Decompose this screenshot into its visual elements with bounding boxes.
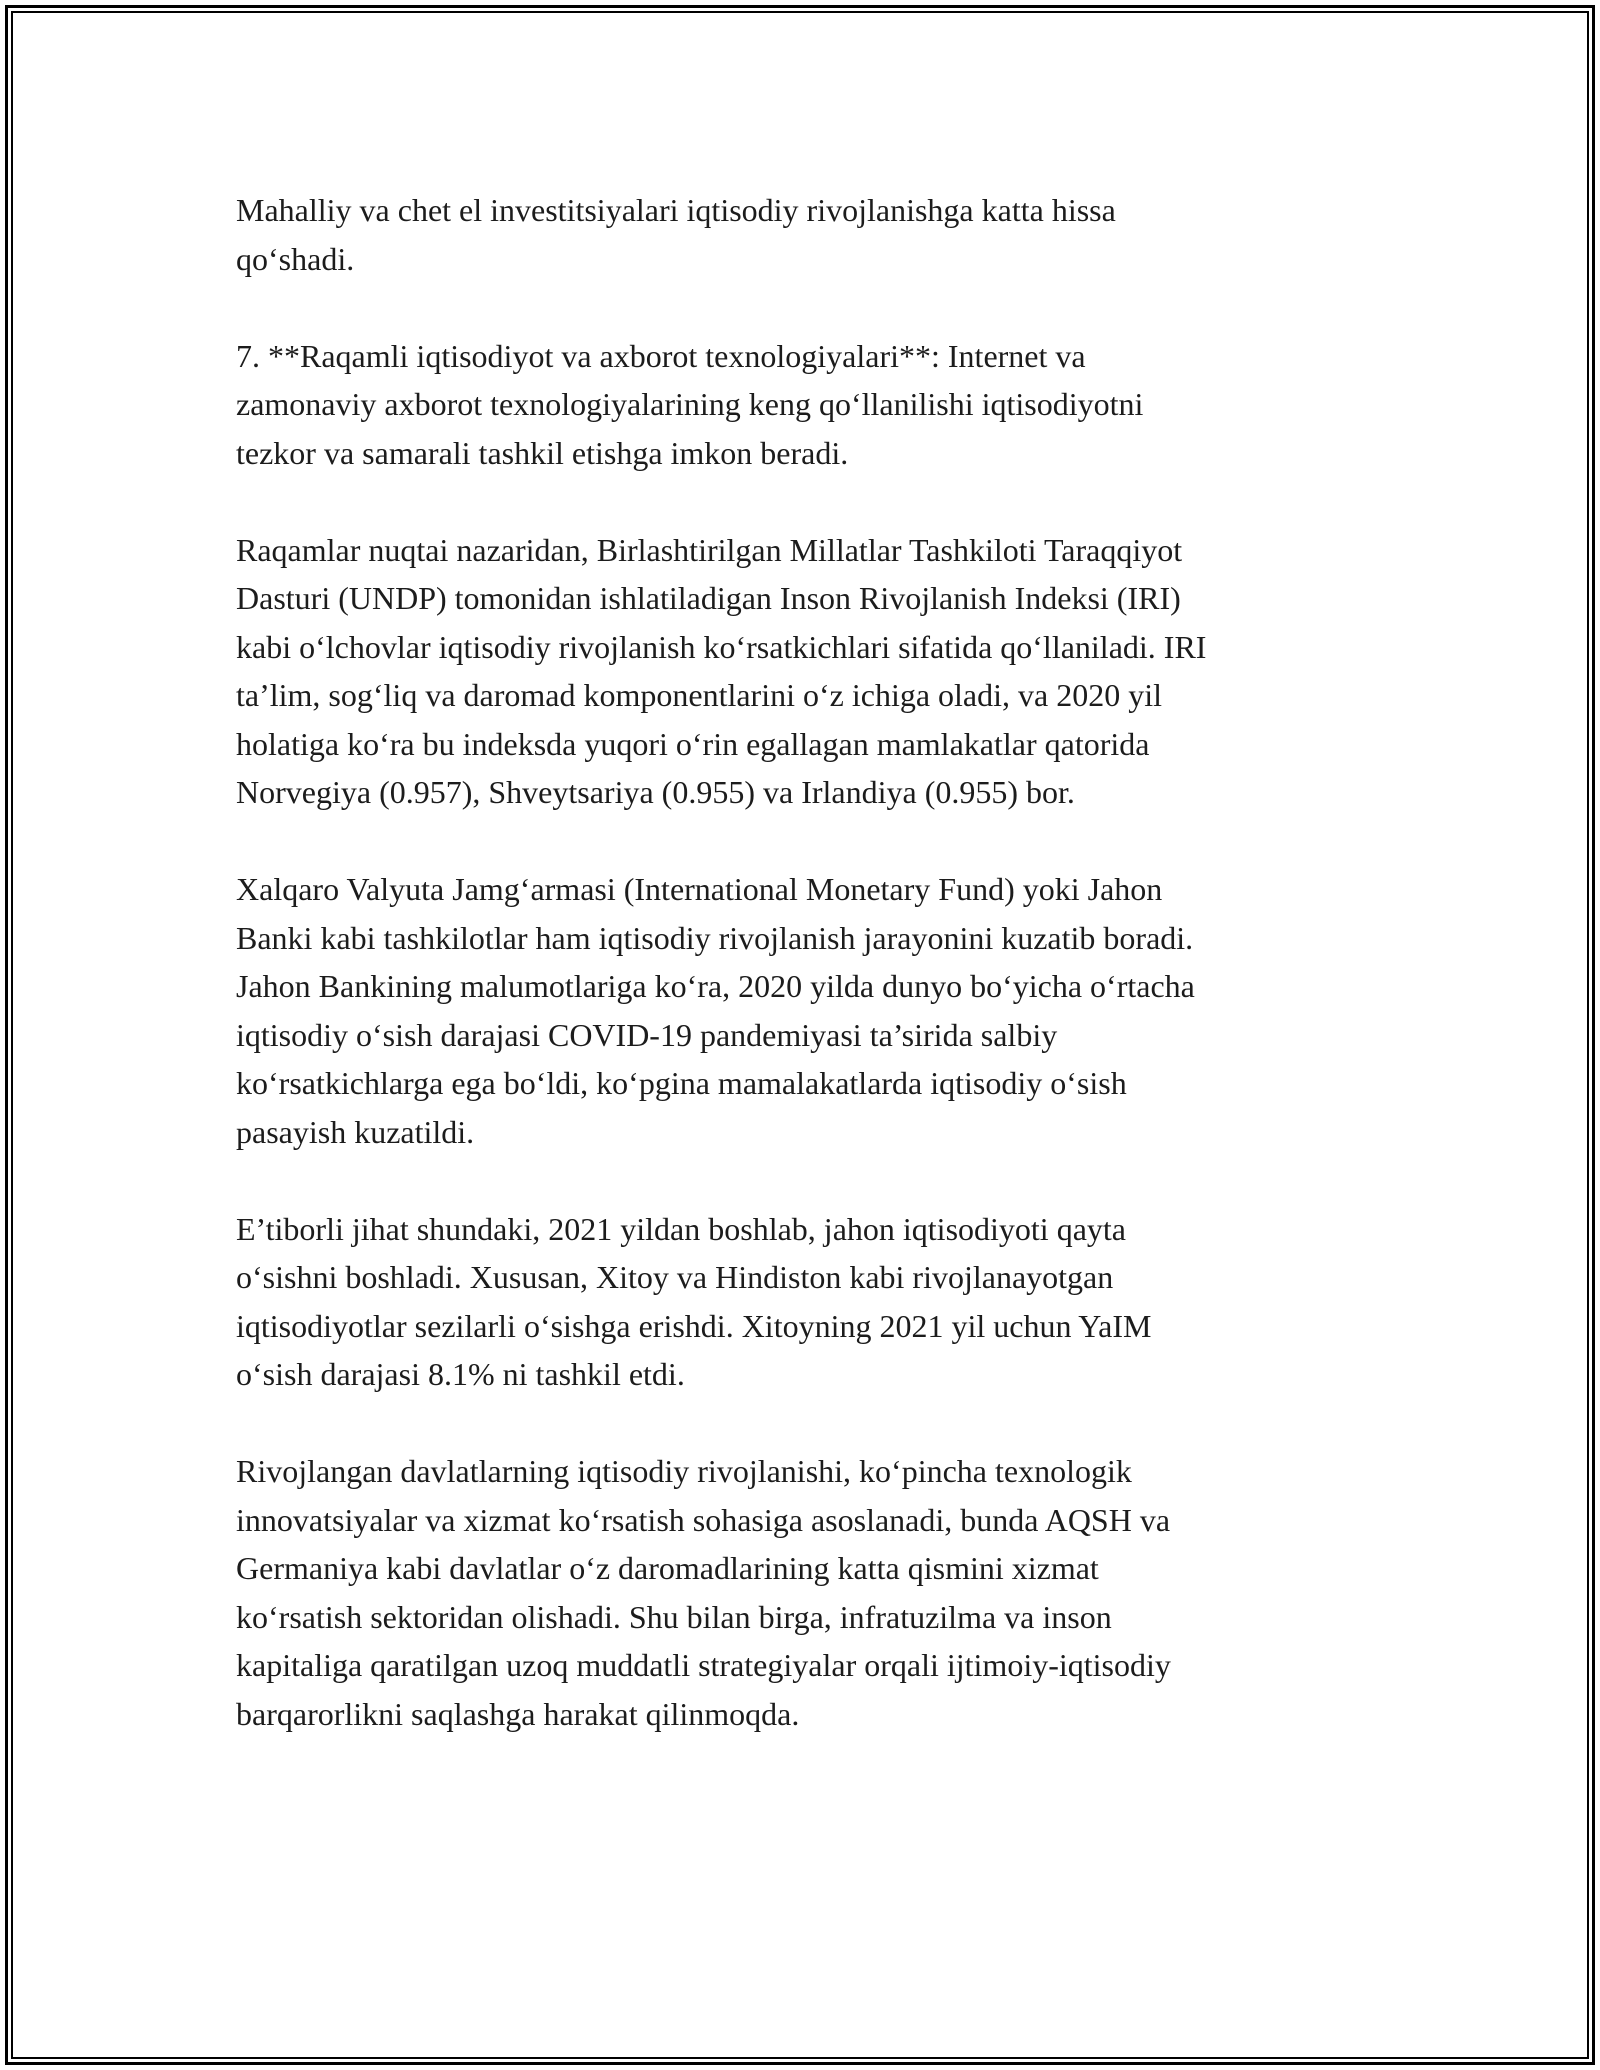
- text-line: kapitaliga qaratilgan uzoq muddatli strategiyalar orqali ijtimoiy-iqtisodiy: [236, 1647, 1171, 1683]
- text-line: Jahon Bankining malumotlariga ko‘ra, 2020 yilda dunyo bo‘yicha o‘rtacha: [236, 968, 1195, 1004]
- text-line: iqtisodiy o‘sish darajasi COVID-19 pandemiyasi ta’sirida salbiy: [236, 1016, 1058, 1053]
- text-line: Banki kabi tashkilotlar ham iqtisodiy rivojlanish jarayonini kuzatib boradi.: [236, 919, 1194, 956]
- paragraph-developed-countries: [236, 1447, 1356, 1738]
- paragraph-digital-economy: [236, 332, 1356, 478]
- paragraph-hdi: [236, 526, 1356, 817]
- text-line: Dasturi (UNDP) tomonidan ishlatiladigan Inson Rivojlanish Indeksi (IRI): [236, 580, 1181, 616]
- text-line: Rivojlangan davlatlarning iqtisodiy rivojlanishi, ko‘pincha texnologik: [236, 1453, 1132, 1489]
- text-line: tezkor va samarali tashkil etishga imkon beradi.: [236, 434, 849, 471]
- text-line: E’tiborli jihat shundaki, 2021 yildan boshlab, jahon iqtisodiyoti qayta: [236, 1210, 1126, 1247]
- text-line: holatiga ko‘ra bu indeksda yuqori o‘rin egallagan mamlakatlar qatorida: [236, 725, 1150, 762]
- paragraph-imf-world-bank: [236, 865, 1356, 1156]
- text-line: Raqamlar nuqtai nazaridan, Birlashtirilgan Millatlar Tashkiloti Taraqqiyot: [236, 531, 1183, 568]
- text-line: Mahalliy va chet el investitsiyalari iqtisodiy rivojlanishga katta hissa: [236, 192, 1116, 228]
- text-line: ko‘rsatish sektoridan olishadi. Shu bilan birga, infratuzilma va inson: [236, 1598, 1112, 1635]
- paragraph-recovery-2021: [236, 1205, 1356, 1399]
- text-line: iqtisodiyotlar sezilarli o‘sishga erishdi. Xitoyning 2021 yil uchun YaIM: [236, 1307, 1152, 1344]
- document-body: [236, 186, 1356, 1738]
- text-line: innovatsiyalar va xizmat ko‘rsatish sohasiga asoslanadi, bunda AQSH va: [236, 1501, 1171, 1538]
- text-line: ko‘rsatkichlarga ega bo‘ldi, ko‘pgina mamalakatlarda iqtisodiy o‘sish: [236, 1065, 1127, 1101]
- text-line: o‘sish darajasi 8.1% ni tashkil etdi.: [236, 1356, 685, 1392]
- text-line: o‘sishni boshladi. Xususan, Xitoy va Hindiston kabi rivojlanayotgan: [236, 1259, 1114, 1295]
- text-line: qo‘shadi.: [236, 240, 355, 277]
- text-line: Germaniya kabi davlatlar o‘z daromadlarining katta qismini xizmat: [236, 1550, 1099, 1586]
- paragraph-investments: [236, 186, 1356, 283]
- text-line: Norvegiya (0.957), Shveytsariya (0.955) va Irlandiya (0.955) bor.: [236, 774, 1075, 810]
- text-line: pasayish kuzatildi.: [236, 1113, 475, 1150]
- text-line: ta’lim, sog‘liq va daromad komponentlarini o‘z ichiga oladi, va 2020 yil: [236, 677, 1162, 713]
- text-line: kabi o‘lchovlar iqtisodiy rivojlanish ko‘rsatkichlari sifatida qo‘llaniladi. IRI: [236, 628, 1207, 665]
- text-line: Xalqaro Valyuta Jamg‘armasi (International Monetary Fund) yoki Jahon: [236, 871, 1163, 907]
- text-line: barqarorlikni saqlashga harakat qilinmoqda.: [236, 1695, 800, 1732]
- text-line: zamonaviy axborot texnologiyalarining keng qo‘llanilishi iqtisodiyotni: [236, 386, 1144, 422]
- text-line: 7. **Raqamli iqtisodiyot va axborot texnologiyalari**: Internet va: [236, 337, 1086, 374]
